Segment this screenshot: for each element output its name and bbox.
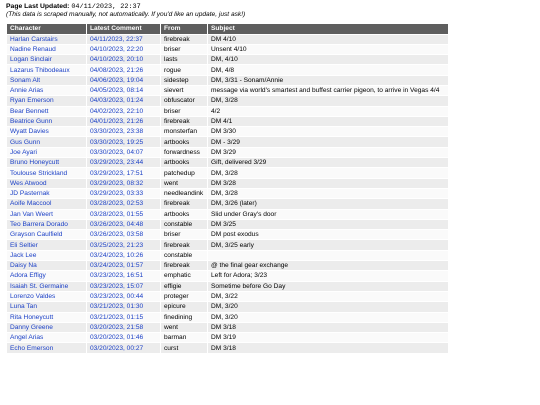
last-updated-label: Page Last Updated:	[6, 3, 70, 10]
latest-comment-link[interactable]: 03/26/2023, 03:58	[87, 230, 160, 239]
from-cell: firebreak	[161, 117, 207, 126]
from-cell: barman	[161, 333, 207, 342]
table-row	[7, 313, 448, 322]
character-link[interactable]: Rita Honeycutt	[7, 313, 86, 322]
subject-cell: DM 3/18	[208, 343, 448, 352]
character-link[interactable]: Aoife Maccool	[7, 199, 86, 208]
from-cell: effigie	[161, 282, 207, 291]
character-link[interactable]: Gus Gunn	[7, 137, 86, 146]
table-row	[7, 261, 448, 270]
from-cell: rogue	[161, 65, 207, 74]
from-cell: curst	[161, 343, 207, 352]
subject-cell: 4/2	[208, 107, 448, 116]
from-cell: patchedup	[161, 168, 207, 177]
table-row	[7, 271, 448, 280]
scrape-note: (This data is scraped manually, not automatically. If you'd like an update, just ask!)	[6, 11, 246, 18]
table-row	[7, 333, 448, 342]
from-cell: briser	[161, 107, 207, 116]
table-header-row	[7, 24, 448, 34]
subject-cell	[208, 251, 448, 260]
column-header-subject[interactable]: Subject	[208, 24, 448, 34]
latest-comment-link[interactable]: 03/23/2023, 00:44	[87, 292, 160, 301]
table-row	[7, 292, 448, 301]
latest-comment-link[interactable]: 03/29/2023, 23:44	[87, 158, 160, 167]
subject-cell: DM 3/29	[208, 148, 448, 157]
latest-comment-link[interactable]: 03/29/2023, 17:51	[87, 168, 160, 177]
from-cell: forwardness	[161, 148, 207, 157]
character-link[interactable]: Daisy Na	[7, 261, 86, 270]
subject-cell: Left for Adora; 3/23	[208, 271, 448, 280]
latest-comment-link[interactable]: 03/23/2023, 15:07	[87, 282, 160, 291]
last-updated-value: 04/11/2023, 22:37	[71, 3, 141, 11]
latest-comment-link[interactable]: 04/01/2023, 21:26	[87, 117, 160, 126]
latest-comment-link[interactable]: 03/20/2023, 00:27	[87, 343, 160, 352]
table-row	[7, 76, 448, 85]
latest-comment-link[interactable]: 03/24/2023, 01:57	[87, 261, 160, 270]
character-link[interactable]: Joe Ayari	[7, 148, 86, 157]
subject-cell: DM, 3/25 early	[208, 240, 448, 249]
column-header-from[interactable]: From	[161, 24, 207, 34]
latest-comment-link[interactable]: 03/30/2023, 04:07	[87, 148, 160, 157]
table-row	[7, 55, 448, 64]
character-link[interactable]: Toulouse Strickland	[7, 168, 86, 177]
table-row	[7, 282, 448, 291]
subject-cell: DM 3/30	[208, 127, 448, 136]
from-cell: epicure	[161, 302, 207, 311]
from-cell: lasts	[161, 55, 207, 64]
character-link[interactable]: Jan Van Weert	[7, 210, 86, 219]
table-row	[7, 323, 448, 332]
character-link[interactable]: Eli Seltier	[7, 240, 86, 249]
subject-cell: Slid under Gray's door	[208, 210, 448, 219]
last-updated	[6, 3, 540, 11]
subject-cell: DM, 3/28	[208, 96, 448, 105]
character-link[interactable]: Annie Arias	[7, 86, 86, 95]
character-link[interactable]: Danny Greene	[7, 323, 86, 332]
table-row	[7, 148, 448, 157]
from-cell: sievert	[161, 86, 207, 95]
table-row	[7, 127, 448, 136]
latest-comment-link[interactable]: 04/06/2023, 19:04	[87, 76, 160, 85]
column-header-character[interactable]: Character	[7, 24, 86, 34]
latest-comment-link[interactable]: 03/21/2023, 01:15	[87, 313, 160, 322]
table-row	[7, 210, 448, 219]
subject-cell: DM, 3/31 - Sonam/Annie	[208, 76, 448, 85]
character-link[interactable]: Sonam Alt	[7, 76, 86, 85]
latest-comment-link[interactable]: 03/25/2023, 21:23	[87, 240, 160, 249]
subject-cell: DM 4/10	[208, 35, 448, 44]
table-row	[7, 35, 448, 44]
table-row	[7, 220, 448, 229]
character-link[interactable]: Adora Effigy	[7, 271, 86, 280]
character-link[interactable]: Teo Barrera Dorado	[7, 220, 86, 229]
character-link[interactable]: Harlan Carstairs	[7, 35, 86, 44]
table-row	[7, 251, 448, 260]
character-link[interactable]: Wes Atwood	[7, 179, 86, 188]
latest-comment-link[interactable]: 04/05/2023, 08:14	[87, 86, 160, 95]
subject-cell: DM, 3/26 (later)	[208, 199, 448, 208]
latest-comment-link[interactable]: 04/10/2023, 22:20	[87, 45, 160, 54]
table-row	[7, 343, 448, 352]
latest-comment-link[interactable]: 03/29/2023, 03:33	[87, 189, 160, 198]
table-row	[7, 107, 448, 116]
subject-cell: DM, 4/8	[208, 65, 448, 74]
latest-comment-link[interactable]: 04/08/2023, 21:26	[87, 65, 160, 74]
character-link[interactable]: Wyatt Davies	[7, 127, 86, 136]
character-link[interactable]: Luna Tan	[7, 302, 86, 311]
latest-comment-link[interactable]: 04/03/2023, 01:24	[87, 96, 160, 105]
from-cell: firebreak	[161, 199, 207, 208]
from-cell: briser	[161, 45, 207, 54]
latest-comment-link[interactable]: 04/02/2023, 22:10	[87, 107, 160, 116]
latest-comment-link[interactable]: 04/11/2023, 22:37	[87, 35, 160, 44]
subject-cell: DM post exodus	[208, 230, 448, 239]
from-cell: artbooks	[161, 210, 207, 219]
table-row	[7, 302, 448, 311]
subject-cell: message via world's smartest and buffest carrier pigeon, to arrive in Vegas 4/4	[208, 86, 448, 95]
latest-comment-link[interactable]: 03/23/2023, 16:51	[87, 271, 160, 280]
character-link[interactable]: Echo Emerson	[7, 343, 86, 352]
character-link[interactable]: Jack Lee	[7, 251, 86, 260]
character-link[interactable]: Grayson Caulfield	[7, 230, 86, 239]
table-row	[7, 168, 448, 177]
from-cell: firebreak	[161, 240, 207, 249]
subject-cell: DM, 3/28	[208, 168, 448, 177]
from-cell: firebreak	[161, 35, 207, 44]
table-row	[7, 117, 448, 126]
table-row	[7, 65, 448, 74]
from-cell: went	[161, 323, 207, 332]
from-cell: firebreak	[161, 261, 207, 270]
character-link[interactable]: Nadine Renaud	[7, 45, 86, 54]
table-row	[7, 158, 448, 167]
subject-cell: Gift, delivered 3/29	[208, 158, 448, 167]
table-row	[7, 230, 448, 239]
character-link[interactable]: Beatrice Gunn	[7, 117, 86, 126]
character-link[interactable]: JD Pasternak	[7, 189, 86, 198]
from-cell: obfuscator	[161, 96, 207, 105]
comments-table	[6, 23, 449, 354]
latest-comment-link[interactable]: 04/10/2023, 20:10	[87, 55, 160, 64]
table-body	[7, 35, 448, 353]
subject-cell: DM 3/25	[208, 220, 448, 229]
character-link[interactable]: Lorenzo Valdes	[7, 292, 86, 301]
table-row	[7, 179, 448, 188]
subject-cell: Sometime before Go Day	[208, 282, 448, 291]
subject-cell: DM, 3/28	[208, 189, 448, 198]
latest-comment-link[interactable]: 03/21/2023, 01:30	[87, 302, 160, 311]
latest-comment-link[interactable]: 03/28/2023, 01:55	[87, 210, 160, 219]
table-row	[7, 96, 448, 105]
subject-cell: @ the final gear exchange	[208, 261, 448, 270]
table-row	[7, 137, 448, 146]
from-cell: sidestep	[161, 76, 207, 85]
latest-comment-link[interactable]: 03/26/2023, 04:48	[87, 220, 160, 229]
subject-cell: DM, 4/10	[208, 55, 448, 64]
from-cell: finedining	[161, 313, 207, 322]
latest-comment-link[interactable]: 03/29/2023, 08:32	[87, 179, 160, 188]
latest-comment-link[interactable]: 03/30/2023, 19:25	[87, 137, 160, 146]
latest-comment-link[interactable]: 03/20/2023, 01:46	[87, 333, 160, 342]
latest-comment-link[interactable]: 03/24/2023, 10:26	[87, 251, 160, 260]
table-row	[7, 240, 448, 249]
subject-cell: DM 3/18	[208, 323, 448, 332]
from-cell: artbooks	[161, 158, 207, 167]
table-row	[7, 45, 448, 54]
character-link[interactable]: Isaiah St. Germaine	[7, 282, 86, 291]
character-link[interactable]: Logan Sinclair	[7, 55, 86, 64]
column-header-latest-comment[interactable]: Latest Comment	[87, 24, 160, 34]
subject-cell: Unsent 4/10	[208, 45, 448, 54]
character-link[interactable]: Ryan Emerson	[7, 96, 86, 105]
from-cell: needleandink	[161, 189, 207, 198]
latest-comment-link[interactable]: 03/28/2023, 02:53	[87, 199, 160, 208]
subject-cell: DM 4/1	[208, 117, 448, 126]
latest-comment-link[interactable]: 03/30/2023, 23:38	[87, 127, 160, 136]
character-link[interactable]: Bruno Honeycutt	[7, 158, 86, 167]
subject-cell: DM, 3/22	[208, 292, 448, 301]
table-row	[7, 189, 448, 198]
from-cell: artbooks	[161, 137, 207, 146]
from-cell: constable	[161, 251, 207, 260]
latest-comment-link[interactable]: 03/20/2023, 21:58	[87, 323, 160, 332]
subject-cell: DM, 3/20	[208, 313, 448, 322]
from-cell: monsterfan	[161, 127, 207, 136]
character-link[interactable]: Bear Bennett	[7, 107, 86, 116]
subject-cell: DM 3/19	[208, 333, 448, 342]
character-link[interactable]: Lazarus Thibodeaux	[7, 65, 86, 74]
subject-cell: DM - 3/29	[208, 137, 448, 146]
from-cell: emphatic	[161, 271, 207, 280]
table-row	[7, 199, 448, 208]
subject-cell: DM 3/28	[208, 179, 448, 188]
from-cell: briser	[161, 230, 207, 239]
from-cell: constable	[161, 220, 207, 229]
table-row	[7, 86, 448, 95]
from-cell: went	[161, 179, 207, 188]
from-cell: proteger	[161, 292, 207, 301]
subject-cell: DM, 3/20	[208, 302, 448, 311]
character-link[interactable]: Angel Arias	[7, 333, 86, 342]
